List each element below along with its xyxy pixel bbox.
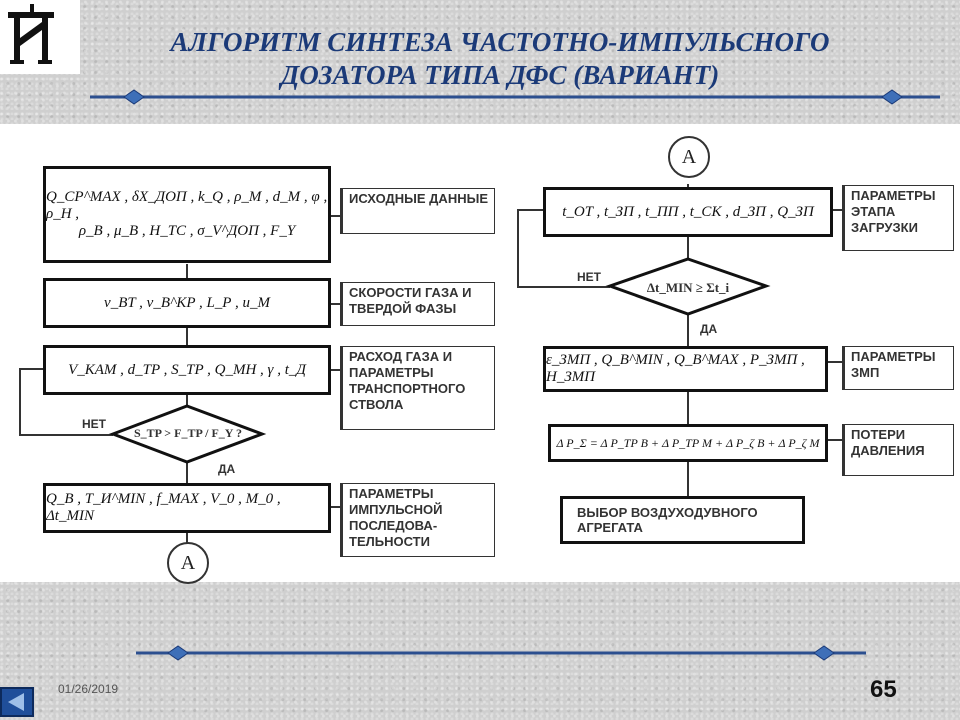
- decision-right-text: Δt_MIN ≥ Σt_i: [646, 280, 730, 295]
- title-divider: [90, 88, 940, 106]
- connector-a-right: А: [668, 136, 710, 178]
- back-arrow-icon: [2, 689, 32, 715]
- pressure-loss-formula: Δ P_Σ = Δ P_TP B + Δ P_TP M + Δ P_ζ B + Δ P_ζ M: [556, 435, 820, 450]
- note-loading-params: ПАРАМЕТРЫ ЭТАПА ЗАГРУЗКИ: [842, 185, 954, 251]
- label-yes-right: ДА: [700, 322, 718, 336]
- note-transport-params: РАСХОД ГАЗА И ПАРАМЕТРЫ ТРАНСПОРТНОГО СТВОЛА: [340, 346, 495, 430]
- back-nav-button[interactable]: [0, 687, 34, 717]
- title-line-1: АЛГОРИТМ СИНТЕЗА ЧАСТОТНО-ИМПУЛЬСНОГО: [170, 27, 830, 57]
- label-no-right: НЕТ: [577, 270, 601, 284]
- blower-selection-text: ВЫБОР ВОЗДУХОДУВНОГО АГРЕГАТА: [577, 505, 758, 535]
- zmp-params-box: [543, 346, 828, 392]
- note-gas-velocity: СКОРОСТИ ГАЗА И ТВЕРДОЙ ФАЗЫ: [340, 282, 495, 326]
- page-number: 65: [870, 676, 897, 703]
- loading-params-formula: t_OT , t_ЗП , t_ПП , t_CK , d_ЗП , Q_ЗП: [562, 203, 814, 220]
- note-pressure-loss: ПОТЕРИ ДАВЛЕНИЯ: [842, 424, 954, 476]
- slide-title: [90, 26, 910, 92]
- note-zmp-params: ПАРАМЕТРЫ ЗМП: [842, 346, 954, 390]
- gas-velocity-formula: v_BT , v_B^KP , L_P , u_M: [104, 294, 270, 311]
- blower-selection-box: [560, 496, 805, 544]
- transport-params-box: [43, 345, 331, 395]
- note-pulse-params: ПАРАМЕТРЫ ИМПУЛЬСНОЙ ПОСЛЕДОВА-ТЕЛЬНОСТИ: [340, 483, 495, 557]
- label-yes-left: ДА: [218, 462, 236, 476]
- label-no-left: НЕТ: [82, 417, 106, 431]
- footer-divider: [136, 644, 866, 662]
- loading-params-box: [543, 187, 833, 237]
- gas-velocity-box: [43, 278, 331, 328]
- decision-left-text: S_TP > F_TP / F_Y ?: [133, 426, 243, 440]
- pressure-loss-box: [548, 424, 828, 462]
- input-data-line-2: ρ_B , μ_B , H_TC , σ_V^ДОП , F_Y: [78, 223, 296, 239]
- pulse-params-box: [43, 483, 331, 533]
- input-data-line-1: Q_CP^MAX , δX_ДОП , k_Q , ρ_M , d_M , φ , ρ_H ,: [46, 189, 328, 222]
- input-data-box: [43, 166, 331, 263]
- transport-params-formula: V_KAM , d_TP , S_TP , Q_MH , γ , t_Д: [68, 361, 306, 378]
- title-line-2: ДОЗАТОРА ТИПА ДФС (ВАРИАНТ): [280, 60, 720, 90]
- pulse-params-formula: Q_B , T_И^MIN , f_MAX , V_0 , M_0 , Δt_MIN: [46, 491, 281, 524]
- slide-date: 01/26/2019: [58, 682, 119, 696]
- university-logo: [0, 0, 80, 74]
- note-input-data: ИСХОДНЫЕ ДАННЫЕ: [340, 188, 495, 234]
- connector-a-left: А: [167, 542, 209, 584]
- zmp-params-formula: ε_ЗМП , Q_B^MIN , Q_B^MAX , P_ЗМП , H_ЗМП: [546, 352, 805, 385]
